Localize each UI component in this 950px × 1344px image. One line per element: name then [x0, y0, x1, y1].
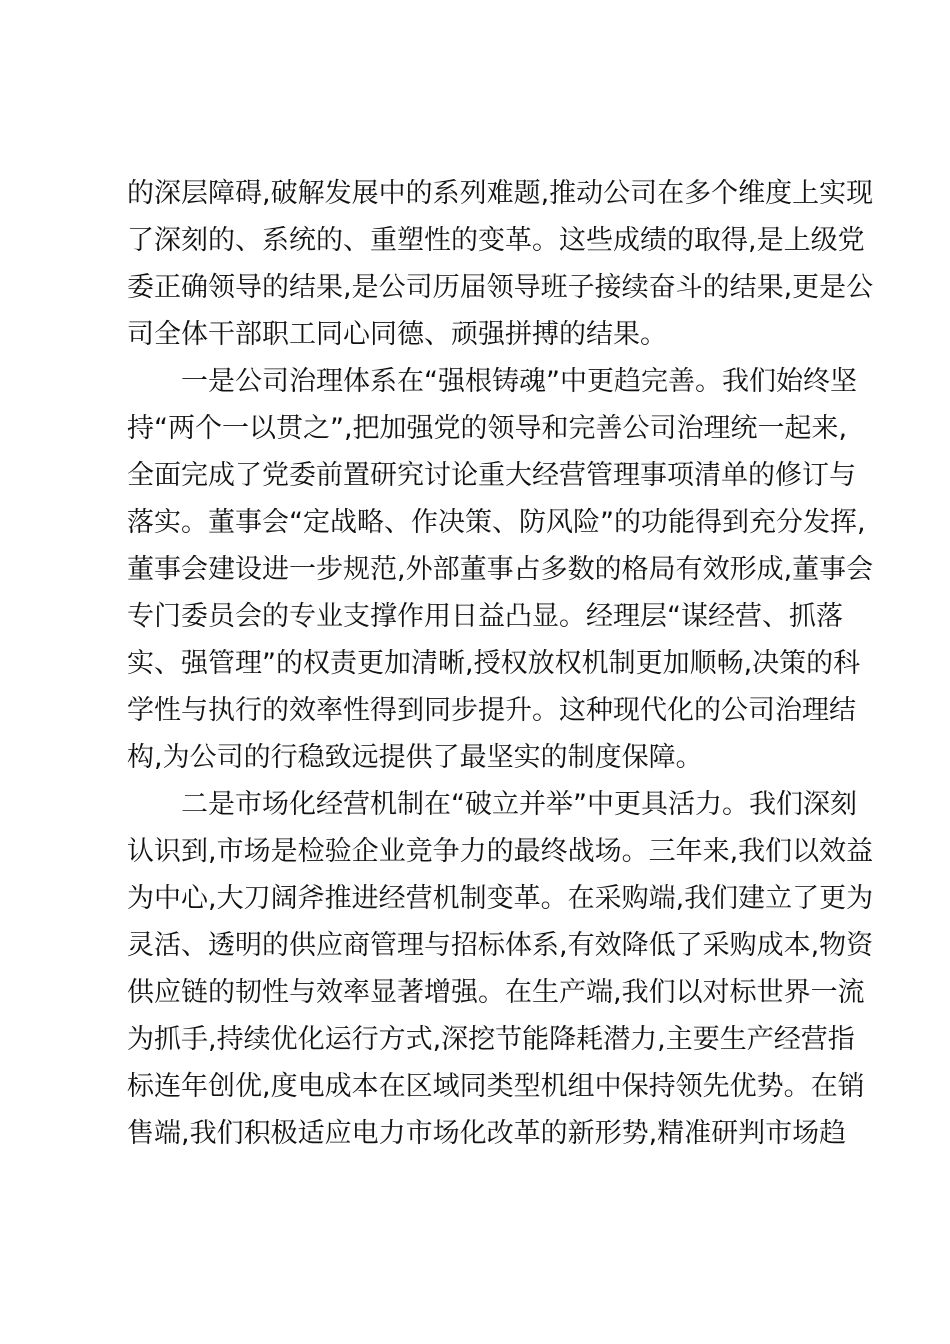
text-line: 实、强管理”的权责更加清晰,授权放权机制更加顺畅,决策的科 [127, 648, 861, 679]
text-line: 一是公司治理体系在“强根铸魂”中更趋完善。我们始终坚 [181, 366, 857, 397]
paragraph [127, 781, 874, 1157]
body-text [127, 170, 874, 1157]
text-line: 的深层障碍,破解发展中的系列难题,推动公司在多个维度上实现 [127, 178, 874, 209]
text-line: 董事会建设进一步规范,外部董事占多数的格局有效形成,董事会 [127, 554, 874, 585]
text-line: 构,为公司的行稳致远提供了最坚实的制度保障。 [127, 742, 703, 773]
text-line: 了深刻的、系统的、重塑性的变革。这些成绩的取得,是上级党 [127, 225, 865, 256]
text-line: 司全体干部职工同心同德、顽强拼搏的结果。 [127, 319, 667, 350]
text-line: 为中心,大刀阔斧推进经营机制变革。在采购端,我们建立了更为 [127, 883, 874, 914]
text-line: 为抓手,持续优化运行方式,深挖节能降耗潜力,主要生产经营指 [127, 1024, 855, 1055]
text-line: 标连年创优,度电成本在区域同类型机组中保持领先优势。在销 [127, 1071, 865, 1102]
text-line: 售端,我们积极适应电力市场化改革的新形势,精准研判市场趋 [127, 1118, 847, 1149]
text-line: 专门委员会的专业支撑作用日益凸显。经理层“谋经营、抓落 [127, 601, 843, 632]
text-line: 全面完成了党委前置研究讨论重大经营管理事项清单的修订与 [127, 460, 856, 491]
text-line: 供应链的韧性与效率显著增强。在生产端,我们以对标世界一流 [127, 977, 865, 1008]
text-line: 学性与执行的效率性得到同步提升。这种现代化的公司治理结 [127, 695, 856, 726]
text-line: 灵活、透明的供应商管理与招标体系,有效降低了采购成本,物资 [127, 930, 874, 961]
text-line: 二是市场化经营机制在“破立并举”中更具活力。我们深刻 [181, 789, 857, 820]
text-line: 委正确领导的结果,是公司历届领导班子接续奋斗的结果,更是公 [127, 272, 874, 303]
paragraph [127, 358, 874, 781]
text-line: 认识到,市场是检验企业竞争力的最终战场。三年来,我们以效益 [127, 836, 874, 867]
paragraph [127, 170, 874, 358]
text-line: 持“两个一以贯之”,把加强党的领导和完善公司治理统一起来, [127, 413, 848, 444]
text-line: 落实。董事会“定战略、作决策、防风险”的功能得到充分发挥, [127, 507, 866, 538]
